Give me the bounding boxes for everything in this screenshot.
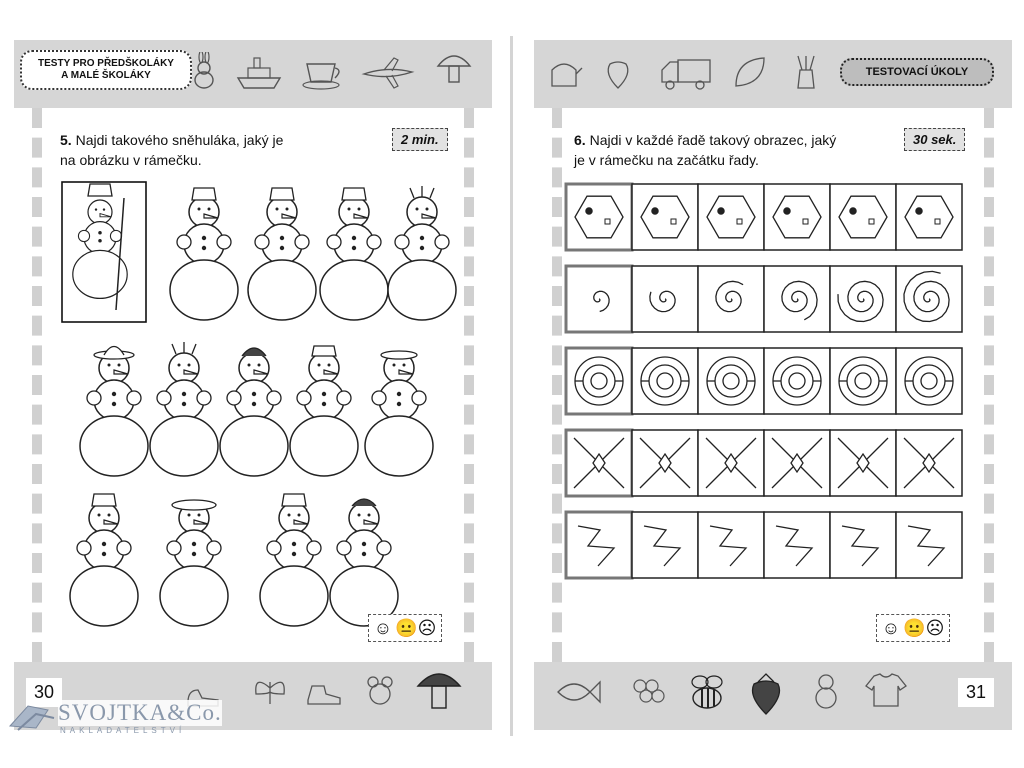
figure-cell-diamond-cross[interactable] bbox=[698, 430, 764, 496]
left-page-number: 30 bbox=[26, 678, 62, 707]
sad-face-icon[interactable]: ☹ bbox=[417, 618, 437, 638]
shoe-icon bbox=[304, 672, 344, 712]
figure-cell-zigzag[interactable] bbox=[632, 512, 698, 578]
vase-icon bbox=[786, 52, 826, 92]
right-task-line2: je v rámečku na začátku řady. bbox=[574, 152, 759, 168]
figure-cell-target[interactable] bbox=[830, 348, 896, 414]
snowman-r1-1 bbox=[170, 188, 238, 320]
snowman-r3-4 bbox=[330, 499, 398, 626]
right-page bbox=[534, 40, 1012, 730]
figure-cell-target[interactable] bbox=[896, 348, 962, 414]
figure-cell-spiral[interactable] bbox=[896, 266, 962, 332]
snowman-r1-3 bbox=[320, 188, 388, 320]
figure-cell-diamond-cross[interactable] bbox=[632, 430, 698, 496]
figure-cell-spiral[interactable] bbox=[698, 266, 764, 332]
left-rating-smileys bbox=[368, 614, 442, 642]
mushroom-icon bbox=[414, 666, 464, 714]
figure-cell-target[interactable] bbox=[698, 348, 764, 414]
figure-cell-target bbox=[566, 348, 632, 414]
left-header-tag bbox=[20, 50, 192, 90]
snowman-r2-2 bbox=[150, 342, 218, 476]
figure-cell-zigzag[interactable] bbox=[830, 512, 896, 578]
snowman-r2-5 bbox=[365, 351, 433, 476]
right-task-number: 6. bbox=[574, 132, 586, 148]
left-time-badge: 2 min. bbox=[392, 128, 448, 151]
figure-cell-diamond-cross[interactable] bbox=[896, 430, 962, 496]
truck-icon bbox=[658, 52, 714, 92]
neutral-face-icon[interactable]: 😐 bbox=[395, 618, 418, 638]
figure-cell-diamond-cross[interactable] bbox=[830, 430, 896, 496]
happy-face-icon[interactable]: ☺ bbox=[881, 618, 901, 638]
happy-face-icon[interactable]: ☺ bbox=[373, 618, 393, 638]
figure-cell-hexagon[interactable] bbox=[830, 184, 896, 250]
mouse-icon bbox=[360, 670, 400, 710]
mushroom-icon bbox=[434, 48, 474, 88]
figure-cell-zigzag bbox=[566, 512, 632, 578]
snowman-r1-2 bbox=[248, 188, 316, 320]
leaf-icon bbox=[730, 52, 770, 92]
figure-cell-zigzag[interactable] bbox=[698, 512, 764, 578]
left-task-text bbox=[60, 130, 360, 170]
fish-icon bbox=[552, 672, 604, 712]
ship-icon bbox=[234, 52, 284, 92]
right-page-number: 31 bbox=[958, 678, 994, 707]
left-task-line2: na obrázku v rámečku. bbox=[60, 152, 202, 168]
sad-face-icon[interactable]: ☹ bbox=[925, 618, 945, 638]
kettle-icon bbox=[544, 52, 584, 92]
figure-cell-hexagon[interactable] bbox=[896, 184, 962, 250]
left-task-line1: Najdi takového sněhuláka, jaký je bbox=[75, 132, 284, 148]
left-page bbox=[14, 40, 492, 730]
grapes-icon bbox=[626, 672, 672, 712]
figure-cell-diamond-cross[interactable] bbox=[764, 430, 830, 496]
snowman-r2-4 bbox=[290, 346, 358, 476]
figure-cell-hexagon[interactable] bbox=[698, 184, 764, 250]
snowman-r2-1 bbox=[80, 347, 148, 477]
right-rating-smileys bbox=[876, 614, 950, 642]
right-time-badge: 30 sek. bbox=[904, 128, 965, 151]
snowman-r1-4 bbox=[388, 186, 456, 320]
book-gutter bbox=[510, 36, 513, 736]
publisher-subtitle: NAKLADATELSTVÍ bbox=[60, 726, 186, 735]
teacup-icon bbox=[299, 52, 347, 92]
figure-cell-hexagon[interactable] bbox=[764, 184, 830, 250]
right-task-text bbox=[574, 130, 904, 170]
right-header-tag: TESTOVACÍ ÚKOLY bbox=[840, 58, 994, 86]
figure-cell-zigzag[interactable] bbox=[764, 512, 830, 578]
neutral-face-icon[interactable]: 😐 bbox=[903, 618, 926, 638]
butterfly-icon bbox=[250, 672, 290, 712]
snowman-r2-3 bbox=[220, 348, 288, 476]
figure-cell-hexagon[interactable] bbox=[632, 184, 698, 250]
snowman-r3-2 bbox=[160, 500, 228, 626]
figure-grid bbox=[564, 182, 974, 596]
rabbit-icon bbox=[184, 52, 224, 92]
header-tag-line2: A MALÉ ŠKOLÁKY bbox=[61, 70, 151, 81]
snowman-icon bbox=[806, 670, 846, 710]
figure-cell-zigzag[interactable] bbox=[896, 512, 962, 578]
snowman-r3-1 bbox=[70, 494, 138, 626]
figure-cell-target[interactable] bbox=[764, 348, 830, 414]
figure-cell-spiral[interactable] bbox=[764, 266, 830, 332]
publisher-brand: SVOJTKA&Co. bbox=[58, 700, 222, 725]
strawberry-icon bbox=[598, 52, 638, 92]
figure-cell-hexagon bbox=[566, 184, 632, 250]
left-task-number: 5. bbox=[60, 132, 72, 148]
snowmen-illustration bbox=[54, 178, 474, 628]
figure-cell-spiral bbox=[566, 266, 632, 332]
figure-cell-spiral[interactable] bbox=[632, 266, 698, 332]
sweater-icon bbox=[864, 670, 908, 710]
right-task-line1: Najdi v každé řadě takový obrazec, jaký bbox=[589, 132, 837, 148]
snowman-r3-3 bbox=[260, 494, 328, 626]
strawberry-icon bbox=[746, 670, 786, 718]
figure-cell-spiral[interactable] bbox=[830, 266, 896, 332]
figure-cell-diamond-cross bbox=[566, 430, 632, 496]
figure-cell-target[interactable] bbox=[632, 348, 698, 414]
bee-icon bbox=[682, 670, 732, 716]
header-tag-line1: TESTY PRO PŘEDŠKOLÁKY bbox=[38, 58, 174, 69]
airplane-icon bbox=[360, 52, 416, 92]
